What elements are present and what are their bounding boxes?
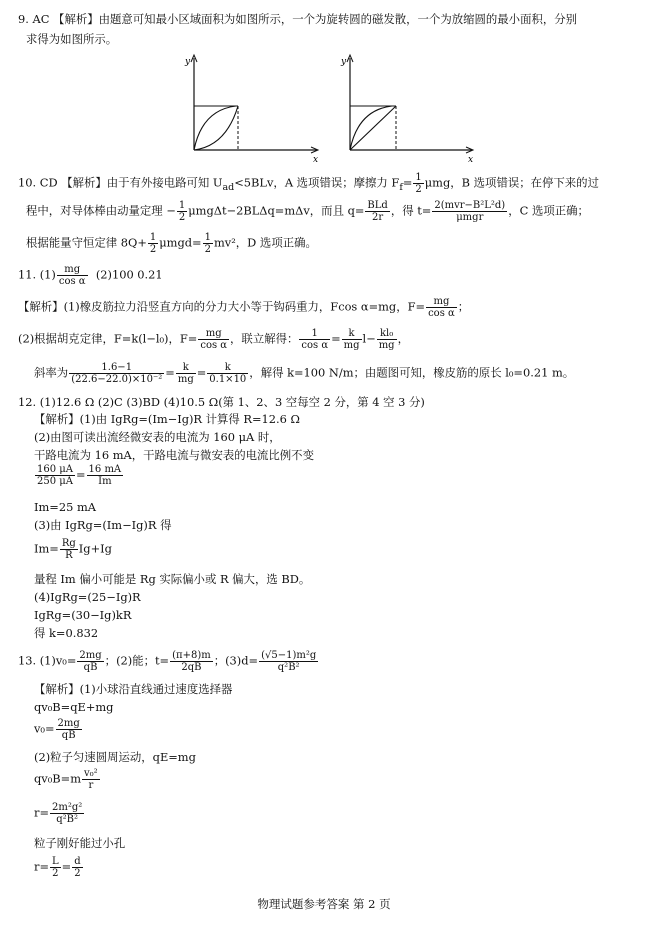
q10-line-2 bbox=[26, 200, 636, 223]
q12-line-1: 【解析】(1)由 IgRg=(Im−Ig)R 计算得 R=12.6 Ω bbox=[34, 412, 300, 426]
q13-fraction: $\frac{\text{2m²g²}}{\text{q²B²}}$ bbox=[52, 802, 83, 825]
q13-text: v₀= bbox=[34, 721, 55, 736]
q12-line-2: (2)由图可读出流经微安表的电流为 160 μA 时， bbox=[34, 430, 281, 444]
q13-text: = bbox=[61, 859, 72, 874]
q12-line-6: (3)由 IgRg=(Im−Ig)R 得 bbox=[34, 518, 172, 532]
q10-sub: ad bbox=[222, 181, 235, 193]
q11-fraction: $\frac{\text{kl₀}}{mg}$ bbox=[378, 328, 395, 351]
q12-text: Im= bbox=[34, 541, 59, 556]
q10-fraction: $\frac{1}{2}$ bbox=[149, 232, 157, 255]
q12-line-7 bbox=[34, 538, 636, 561]
q13-line-8 bbox=[34, 856, 636, 879]
page-footer: 物理试题参考答案 第 2 页 bbox=[257, 897, 391, 911]
q10-text: μmgΔt−2BLΔq=mΔv，而且 q= bbox=[188, 203, 365, 218]
q10-text: μmg，B 选项错误；在停下来的过 bbox=[424, 175, 599, 190]
y-axis-label: y bbox=[185, 57, 191, 67]
q11-text: 11. (1) bbox=[18, 267, 56, 282]
q10-line-3 bbox=[26, 232, 636, 255]
q10-text: = bbox=[402, 175, 413, 190]
q10-text: <5BLv，A 选项错误；摩擦力 F bbox=[234, 175, 400, 190]
q13-fraction: $\frac{2mg}{qB}$ bbox=[57, 718, 80, 741]
q13-text: ；(3)d= bbox=[213, 653, 259, 668]
q10-sub: f bbox=[399, 181, 403, 193]
q13-line-3 bbox=[34, 718, 636, 741]
q11-analysis-1 bbox=[18, 296, 636, 319]
q10-fraction: $\frac{1}{2}$ bbox=[204, 232, 211, 255]
q13-fraction: $\frac{L}{2}$ bbox=[52, 856, 59, 879]
q10-fraction: $\frac{1}{2}$ bbox=[415, 172, 422, 195]
q13-fraction: $\frac{\text{(√5−1)m²g}}{\text{q²B²}}$ bbox=[261, 650, 317, 673]
q11-text: l− bbox=[362, 331, 376, 346]
q12-text: = bbox=[76, 467, 86, 482]
q10-text: ，得 t= bbox=[390, 203, 432, 218]
q11-text: ，联立解得： bbox=[230, 331, 299, 346]
q11-fraction: $\frac{k}{0.1\times 10}$ bbox=[209, 362, 247, 385]
q10-line-1 bbox=[18, 172, 636, 195]
q13-line-4: (2)粒子匀速圆周运动，qE=mg bbox=[34, 750, 196, 764]
q13-text: qv₀B=m bbox=[34, 771, 82, 786]
arc-upper bbox=[194, 106, 238, 150]
q13-text: r= bbox=[34, 859, 49, 874]
q12-line-3: 干路电流为 16 mA，干路电流与微安表的电流比例不变 bbox=[34, 448, 314, 462]
q12-line-11: 得 k=0.832 bbox=[34, 626, 99, 640]
q11-text: = bbox=[331, 331, 341, 346]
q11-fraction: $\frac{mg}{\text{cos α}}$ bbox=[428, 296, 455, 319]
q10-text: 10. CD 【解析】由于有外接电路可知 U bbox=[18, 175, 223, 190]
q9-figure-left bbox=[184, 55, 318, 164]
q13-line-6 bbox=[34, 802, 636, 825]
q11-fraction: $\frac{mg}{\text{cos α}}$ bbox=[200, 328, 228, 351]
q13-line-5 bbox=[34, 768, 636, 791]
x-axis-label: x bbox=[313, 155, 319, 164]
q11-analysis-3 bbox=[34, 362, 636, 385]
q11-text: (2)根据胡克定律，F=k(l−l₀)，F= bbox=[18, 331, 198, 346]
q10-fraction: $\frac{\text{BLd}}{2r}$ bbox=[367, 200, 388, 223]
q11-fraction: $\frac{k}{mg}$ bbox=[177, 362, 194, 385]
q12-line-8: 量程 Im 偏小可能是 Rg 实际偏小或 R 偏大，选 BD。 bbox=[34, 572, 311, 586]
q9-line-2: 求得为如图所示。 bbox=[26, 32, 118, 46]
q11-fraction: $\frac{1.6-1}{\text{(22.6−22.0)×10⁻²}}$ bbox=[71, 362, 163, 385]
q12-line-5: Im=25 mA bbox=[34, 500, 96, 514]
x-axis-label: x bbox=[468, 155, 474, 164]
q10-text: 根据能量守恒定律 8Q+ bbox=[26, 235, 147, 250]
q11-fraction: $\frac{1}{\text{cos α}}$ bbox=[301, 328, 329, 351]
q13-fraction: $\frac{2mg}{qB}$ bbox=[79, 650, 102, 673]
y-axis-label: y bbox=[341, 57, 347, 67]
q11-text: ， bbox=[397, 331, 409, 346]
q11-fraction: $\frac{k}{mg}$ bbox=[343, 328, 360, 351]
q13-text: ；(2)能；t= bbox=[104, 653, 170, 668]
q13-text: 13. (1)v₀= bbox=[18, 653, 77, 668]
q12-line-4 bbox=[34, 464, 636, 487]
q11-text: ； bbox=[457, 299, 470, 314]
q10-text: μmgd= bbox=[159, 235, 202, 250]
q11-text: 斜率为 bbox=[34, 365, 69, 380]
q12-text: Ig+Ig bbox=[78, 541, 112, 556]
q10-text: 程中，对导体棒由动量定理 − bbox=[26, 203, 176, 218]
q13-fraction: $\frac{\text{v₀²}}{r}$ bbox=[84, 768, 98, 791]
q11-text: = bbox=[165, 365, 175, 380]
q13-fraction: $\frac{(\pi+8)m}{2qB}$ bbox=[172, 650, 211, 673]
q12-fraction: $\frac{Rg}{R}$ bbox=[61, 538, 76, 561]
q11-text: 【解析】(1)橡皮筋拉力沿竖直方向的分力大小等于钩码重力，Fcos α=mg，F= bbox=[18, 299, 426, 314]
q10-fraction: $\frac{1}{2}$ bbox=[178, 200, 186, 223]
q9-figure-right bbox=[340, 55, 473, 164]
q13-line-2: qv₀B=qE+mg bbox=[34, 700, 114, 714]
q11-text: ，解得 k=100 N/m；由题图可知，橡皮筋的原长 l₀=0.21 m。 bbox=[249, 365, 575, 380]
q12-fraction: $\frac{160 \mu A}{250 \mu A}$ bbox=[37, 464, 73, 487]
q11-fraction: $\frac{mg}{\text{cos α}}$ bbox=[58, 264, 86, 287]
q11-analysis-2 bbox=[18, 328, 636, 351]
q10-text: ，C 选项正确； bbox=[508, 203, 589, 218]
q13-answer bbox=[18, 650, 636, 673]
q11-text: (2)100 0.21 bbox=[95, 267, 163, 282]
q12-line-10: IgRg=(30−Ig)kR bbox=[34, 608, 132, 622]
q9-figures bbox=[182, 52, 482, 164]
q10-fraction: $\frac{\text{2(mvr−B²L²d)}}{\text{μmgr}}$ bbox=[434, 200, 506, 223]
q13-fraction: $\frac{d}{2}$ bbox=[74, 856, 81, 879]
q12-fraction: $\frac{16 mA}{Im}$ bbox=[88, 464, 122, 487]
q13-text: r= bbox=[34, 805, 49, 820]
q11-text: = bbox=[196, 365, 207, 380]
q12-answer: 12. (1)12.6 Ω (2)C (3)BD (4)10.5 Ω(第 1、2、3 空每空 2 分，第 4 空 3 分) bbox=[18, 395, 425, 409]
q9-line-1: 9. AC 【解析】由题意可知最小区域面积为如图所示，一个为旋转圆的磁发散，一个为放缩圆的最小面积，分别 bbox=[18, 12, 578, 26]
q13-line-7: 粒子刚好能过小孔 bbox=[34, 836, 126, 850]
q10-text: mv²，D 选项正确。 bbox=[213, 235, 317, 250]
q13-line-1: 【解析】(1)小球沿直线通过速度选择器 bbox=[34, 682, 233, 696]
q11-answer bbox=[18, 264, 636, 287]
q12-line-9: (4)IgRg=(25−Ig)R bbox=[34, 590, 141, 604]
